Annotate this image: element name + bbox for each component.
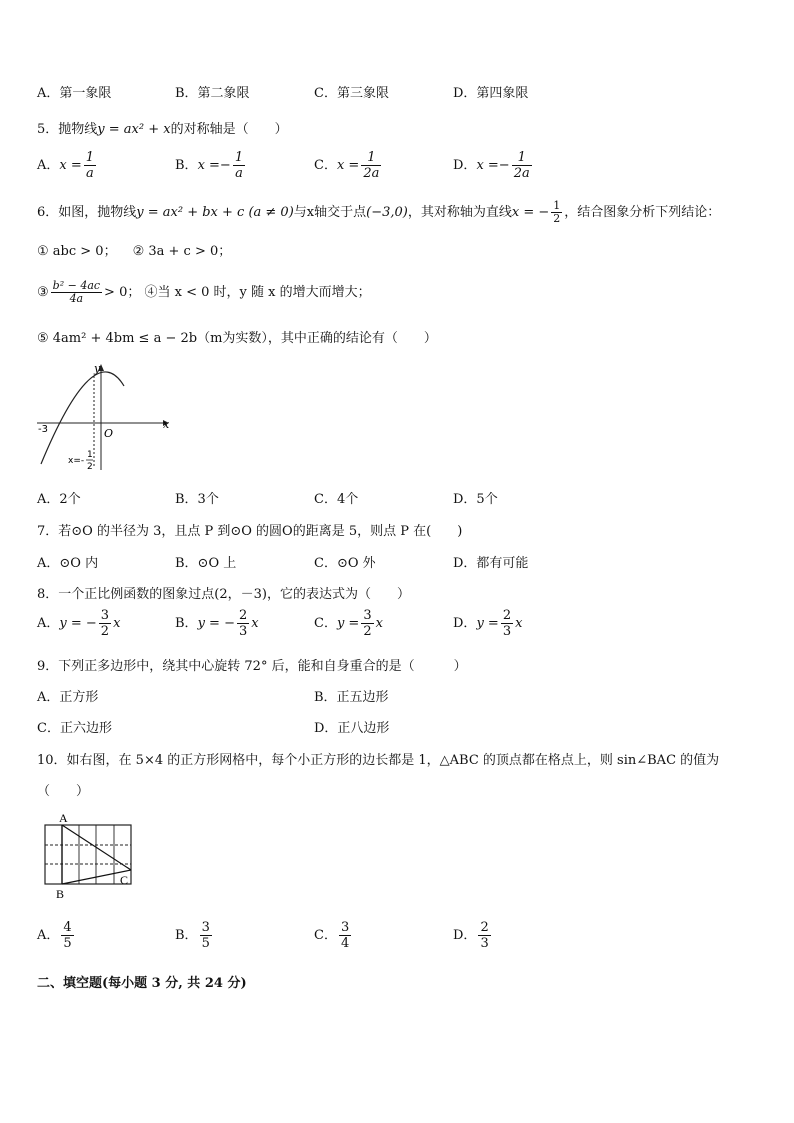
q8-option-b: B．y = − $\frac{2}{3}$ x: [175, 608, 259, 639]
q9-option-c: C．正六边形: [37, 721, 112, 736]
q6-option-c: C．4个: [314, 492, 359, 507]
q6-conclusions-3-4: ③ $\frac{\text{b² − 4ac}}{4a}$ > 0； ④当 x < 0 时，y 随 x 的增大而增大；: [37, 279, 371, 305]
parabola-curve: [41, 372, 124, 464]
q9-option-a: A．正方形: [37, 690, 99, 705]
y-axis-label: y: [94, 362, 101, 375]
q10-option-c: C． $\frac{3}{4}$: [314, 920, 350, 951]
vertex-c-label: C: [120, 873, 129, 887]
q10-grid-figure: [38, 808, 138, 900]
q6-option-a: A．2个: [37, 492, 81, 507]
q6-parabola-graph: [35, 362, 180, 474]
q6-stem: 6．如图，抛物线y = ax² + bx + c (a ≠ 0)与x轴交于点(−3,0)，其对称轴为直线x = − $\frac{1}{2}$ ，结合图象分析下列结论：: [37, 199, 721, 225]
q8-stem: 8．一个正比例函数的图象过点(2，－3)，它的表达式为（ ）: [37, 587, 410, 602]
q7-option-c: C．⊙O 外: [314, 556, 376, 571]
q7-option-a: A．⊙O 内: [37, 556, 99, 571]
q6-conclusions-1-2: ① abc > 0； ② 3a + c > 0；: [37, 244, 232, 259]
q5-stem: 5．抛物线y = ax² + x的对称轴是（ ）: [37, 122, 288, 137]
q10-option-a: A． $\frac{4}{5}$: [37, 920, 72, 951]
vertex-b-label: B: [56, 887, 65, 900]
q5-option-a: A．x = $\frac{1}{a}$: [37, 150, 95, 181]
q5-option-c: C．x = $\frac{1}{2a}$: [314, 150, 380, 181]
q9-option-b: B．正五边形: [314, 690, 389, 705]
axis-eq-den: 2: [87, 462, 93, 472]
q5-option-d: D．x =− $\frac{1}{2a}$: [453, 150, 530, 181]
grid-outer-border: [45, 825, 131, 884]
triangle-side-ac: [62, 825, 131, 870]
q5-option-b: B．x =− $\frac{1}{a}$: [175, 150, 244, 181]
axis-eq-num: 1: [87, 450, 93, 460]
q8-option-a: A．y = − $\frac{3}{2}$ x: [37, 608, 121, 639]
q8-option-d: D．y = $\frac{2}{3}$ x: [453, 608, 523, 639]
q9-option-d: D．正八边形: [314, 721, 390, 736]
x-axis-label: x: [163, 418, 170, 431]
q6-option-d: D．5个: [453, 492, 498, 507]
q9-stem: 9．下列正多边形中，绕其中心旋转 72° 后，能和自身重合的是（ ）: [37, 659, 467, 674]
q4-option-a: A．第一象限: [37, 86, 112, 101]
q4-option-d: D．第四象限: [453, 86, 529, 101]
q7-stem: 7．若⊙O 的半径为 3，且点 P 到⊙O 的圆O的距离是 5，则点 P 在( ): [37, 524, 463, 539]
q7-option-d: D．都有可能: [453, 556, 529, 571]
axis-eq-label: x=-: [68, 456, 85, 466]
vertex-a-label: A: [59, 811, 68, 825]
q6-option-b: B．3个: [175, 492, 219, 507]
neg3-label: -3: [38, 424, 48, 435]
q10-answer-paren: （ ）: [37, 784, 90, 799]
q7-option-b: B．⊙O 上: [175, 556, 237, 571]
q4-option-c: C．第三象限: [314, 86, 389, 101]
q10-option-d: D． $\frac{2}{3}$: [453, 920, 489, 951]
section-2-heading: 二、填空题(每小题 3 分, 共 24 分): [37, 976, 247, 991]
q6-conclusion-5: ⑤ 4am² + 4bm ≤ a − 2b（m为实数），其中正确的结论有（ ）: [37, 331, 437, 346]
origin-label: O: [104, 427, 114, 440]
q4-option-b: B．第二象限: [175, 86, 250, 101]
q8-option-c: C．y = $\frac{3}{2}$ x: [314, 608, 383, 639]
q10-option-b: B． $\frac{3}{5}$: [175, 920, 210, 951]
q10-stem: 10．如右图，在 5×4 的正方形网格中，每个小正方形的边长都是 1，△ABC 的顶点都在格点上，则 sin∠BAC 的值为: [37, 753, 720, 768]
